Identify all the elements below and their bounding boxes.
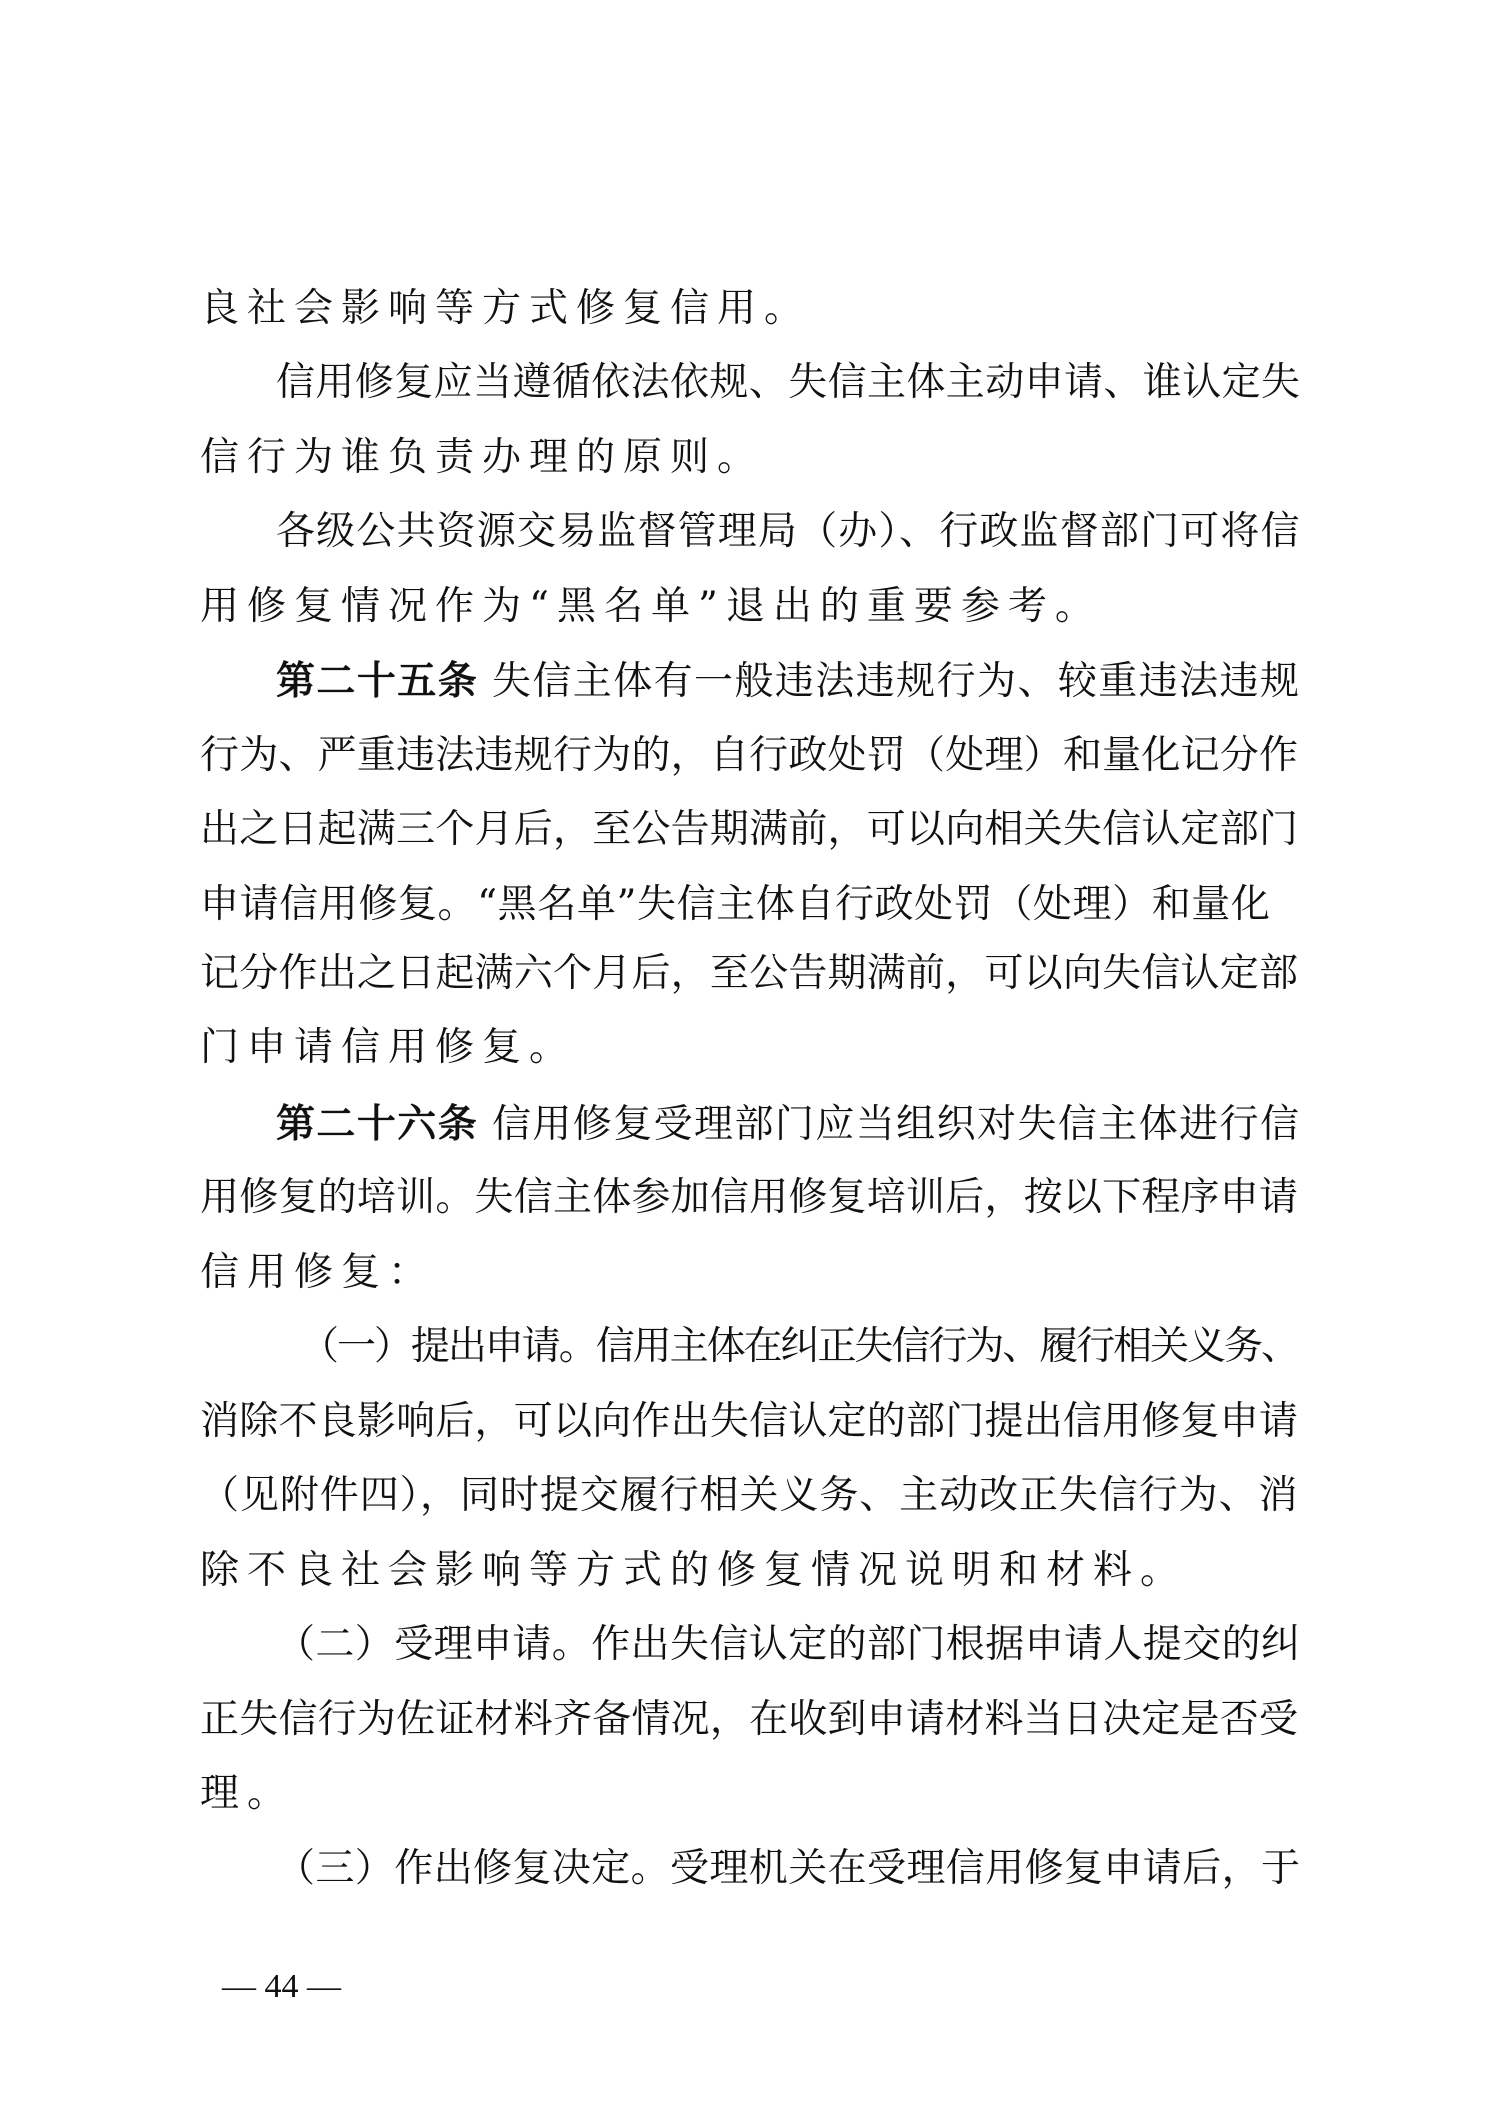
article-heading: 第二十六条: [276, 1101, 479, 1147]
text-run: 记分作出之日起满六个月后，至公告期满前，可以向失信认定部: [200, 951, 1299, 996]
text-line: [200, 877, 1270, 933]
text-run: 行为、严重违法违规行为的，自行政处罚（处理）和量化记分作: [200, 733, 1299, 778]
text-line: [200, 802, 1298, 858]
text-run: 出之日起满三个月后，至公告期满前，可以向相关失信认定部门: [200, 807, 1299, 852]
text-run: 理。: [200, 1771, 295, 1816]
text-run: 信行为谁负责办理的原则。: [200, 435, 765, 480]
text-run: 门申请信用修复。: [200, 1025, 577, 1070]
text-line: [276, 653, 1300, 709]
text-run: 信用修复受理部门应当组织对失信主体进行信: [478, 1102, 1301, 1147]
text-run: 信用修复：: [200, 1250, 436, 1295]
text-line: [200, 1692, 1298, 1748]
text-run: （三）作出修复决定。受理机关在受理信用修复申请后，于: [276, 1846, 1301, 1891]
text-run: 消除不良影响后，可以向作出失信认定的部门提出信用修复申请: [200, 1399, 1299, 1444]
text-run: 信用修复应当遵循依法依规、失信主体主动申请、谁认定失: [276, 360, 1301, 405]
text-line: [200, 1245, 435, 1301]
text-line: [300, 1319, 1298, 1375]
text-line: [200, 281, 811, 337]
text-line: [200, 1468, 1298, 1524]
text-line: [200, 430, 764, 486]
article-heading: 第二十五条: [276, 658, 479, 704]
text-run: 各级公共资源交易监督管理局（办）、行政监督部门可将信: [276, 509, 1301, 554]
text-line: [200, 1170, 1298, 1226]
text-line: [276, 355, 1300, 411]
text-run: 失信主体有一般违法违规行为、较重违法违规: [478, 659, 1301, 704]
text-line: [200, 946, 1298, 1002]
page-number: — 44 —: [222, 1968, 341, 2005]
text-run: （一）提出申请。信用主体在纠正失信行为、履行相关义务、: [300, 1324, 1298, 1369]
text-run: （二）受理申请。作出失信认定的部门根据申请人提交的纠: [276, 1622, 1301, 1667]
text-run: 正失信行为佐证材料齐备情况，在收到申请材料当日决定是否受: [200, 1697, 1299, 1742]
text-run: （见附件四），同时提交履行相关义务、主动改正失信行为、消: [200, 1473, 1299, 1518]
text-run: 除不良社会影响等方式的修复情况说明和材料。: [200, 1548, 1188, 1593]
text-run: 良社会影响等方式修复信用。: [200, 286, 812, 331]
text-line: [200, 1020, 576, 1076]
text-line: [200, 579, 1102, 635]
text-line: [200, 1766, 294, 1822]
text-line: [200, 1394, 1298, 1450]
text-line: [276, 1617, 1300, 1673]
text-run: 用修复情况作为“黑名单”退出的重要参考。: [200, 584, 1102, 629]
text-line: [276, 504, 1301, 560]
text-run: 申请信用修复。“黑名单”失信主体自行政处罚（处理）和量化: [200, 882, 1271, 927]
text-line: [200, 1543, 1187, 1599]
text-run: 用修复的培训。失信主体参加信用修复培训后，按以下程序申请: [200, 1175, 1299, 1220]
text-line: [200, 728, 1298, 784]
text-line: [276, 1096, 1300, 1152]
text-line: [276, 1841, 1300, 1897]
